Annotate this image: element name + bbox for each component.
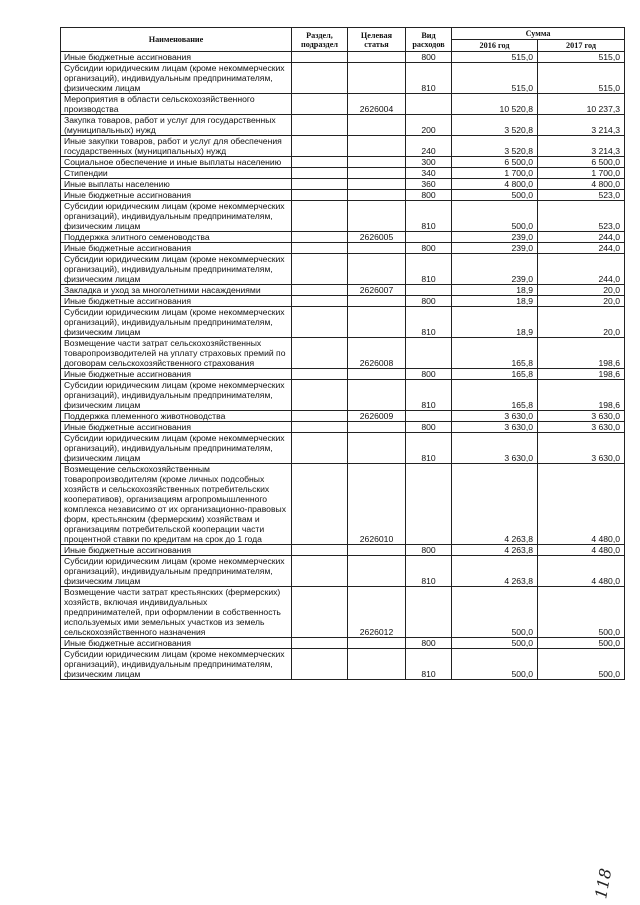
row-sum-2016: 165,8 [452, 369, 538, 380]
row-section [292, 136, 348, 157]
row-target [348, 63, 406, 94]
row-section [292, 369, 348, 380]
row-target [348, 369, 406, 380]
page-number: 118 [591, 866, 616, 901]
row-section [292, 556, 348, 587]
row-sum-2017: 6 500,0 [538, 157, 625, 168]
row-target [348, 422, 406, 433]
row-section [292, 52, 348, 63]
row-name: Иные бюджетные ассигнования [61, 545, 292, 556]
row-expense-type [406, 285, 452, 296]
row-expense-type: 800 [406, 190, 452, 201]
table-row [61, 464, 625, 545]
row-sum-2017: 20,0 [538, 307, 625, 338]
row-section [292, 649, 348, 680]
row-expense-type: 340 [406, 168, 452, 179]
row-name: Иные бюджетные ассигнования [61, 296, 292, 307]
row-target: 2626012 [348, 587, 406, 638]
header-target: Целевая статья [348, 28, 406, 52]
row-sum-2016: 4 800,0 [452, 179, 538, 190]
row-sum-2017: 515,0 [538, 63, 625, 94]
row-target [348, 243, 406, 254]
row-section [292, 338, 348, 369]
header-year-2016: 2016 год [452, 40, 538, 52]
table-row [61, 157, 625, 168]
row-sum-2016: 18,9 [452, 307, 538, 338]
table-row [61, 587, 625, 638]
row-sum-2016: 165,8 [452, 338, 538, 369]
row-section [292, 63, 348, 94]
table-row [61, 307, 625, 338]
row-target [348, 380, 406, 411]
row-expense-type [406, 232, 452, 243]
row-expense-type: 800 [406, 296, 452, 307]
row-sum-2016: 3 630,0 [452, 433, 538, 464]
header-year-2017: 2017 год [538, 40, 625, 52]
row-sum-2016: 3 520,8 [452, 136, 538, 157]
row-name: Иные бюджетные ассигнования [61, 638, 292, 649]
row-sum-2017: 244,0 [538, 254, 625, 285]
row-sum-2016: 3 520,8 [452, 115, 538, 136]
row-sum-2016: 6 500,0 [452, 157, 538, 168]
row-sum-2017: 523,0 [538, 201, 625, 232]
table-row [61, 168, 625, 179]
table-row [61, 52, 625, 63]
row-target: 2626010 [348, 464, 406, 545]
row-sum-2017: 500,0 [538, 649, 625, 680]
table-row [61, 638, 625, 649]
row-sum-2016: 500,0 [452, 587, 538, 638]
row-sum-2017: 244,0 [538, 232, 625, 243]
row-name: Поддержка элитного семеноводства [61, 232, 292, 243]
row-expense-type [406, 338, 452, 369]
row-sum-2016: 500,0 [452, 201, 538, 232]
row-sum-2016: 239,0 [452, 254, 538, 285]
row-expense-type: 800 [406, 422, 452, 433]
row-target [348, 168, 406, 179]
row-name: Иные бюджетные ассигнования [61, 369, 292, 380]
row-section [292, 638, 348, 649]
header-sum: Сумма [452, 28, 625, 40]
table-row [61, 115, 625, 136]
table-row [61, 380, 625, 411]
table-row [61, 556, 625, 587]
row-section [292, 94, 348, 115]
row-sum-2016: 4 263,8 [452, 556, 538, 587]
row-expense-type: 810 [406, 649, 452, 680]
row-expense-type: 360 [406, 179, 452, 190]
row-sum-2017: 4 480,0 [538, 556, 625, 587]
row-expense-type: 800 [406, 52, 452, 63]
row-name: Иные бюджетные ассигнования [61, 422, 292, 433]
row-name: Мероприятия в области сельскохозяйственного производства [61, 94, 292, 115]
row-sum-2016: 500,0 [452, 190, 538, 201]
row-sum-2017: 3 214,3 [538, 136, 625, 157]
row-target [348, 254, 406, 285]
row-section [292, 232, 348, 243]
row-sum-2017: 198,6 [538, 380, 625, 411]
row-section [292, 285, 348, 296]
row-expense-type: 810 [406, 201, 452, 232]
row-name: Поддержка племенного животноводства [61, 411, 292, 422]
row-target [348, 157, 406, 168]
row-target: 2626009 [348, 411, 406, 422]
row-section [292, 422, 348, 433]
table-row [61, 136, 625, 157]
row-expense-type: 810 [406, 307, 452, 338]
row-sum-2017: 198,6 [538, 338, 625, 369]
row-target: 2626005 [348, 232, 406, 243]
row-sum-2017: 3 630,0 [538, 433, 625, 464]
row-sum-2017: 3 630,0 [538, 422, 625, 433]
row-expense-type: 810 [406, 380, 452, 411]
row-sum-2016: 4 263,8 [452, 464, 538, 545]
row-section [292, 190, 348, 201]
row-name: Иные бюджетные ассигнования [61, 243, 292, 254]
header-expense-type: Вид расходов [406, 28, 452, 52]
row-name: Социальное обеспечение и иные выплаты населению [61, 157, 292, 168]
row-name: Субсидии юридическим лицам (кроме некоммерческих организаций), индивидуальным предпринимателям, физическим лицам [61, 307, 292, 338]
row-name: Иные бюджетные ассигнования [61, 190, 292, 201]
row-target [348, 201, 406, 232]
row-expense-type [406, 464, 452, 545]
row-sum-2016: 1 700,0 [452, 168, 538, 179]
row-target [348, 115, 406, 136]
table-row [61, 190, 625, 201]
row-sum-2017: 500,0 [538, 638, 625, 649]
row-target [348, 649, 406, 680]
row-section [292, 296, 348, 307]
row-expense-type: 800 [406, 369, 452, 380]
row-name: Закладка и уход за многолетними насаждениями [61, 285, 292, 296]
row-sum-2016: 10 520,8 [452, 94, 538, 115]
row-sum-2017: 4 800,0 [538, 179, 625, 190]
table-row [61, 63, 625, 94]
row-sum-2016: 515,0 [452, 52, 538, 63]
row-expense-type: 810 [406, 556, 452, 587]
row-section [292, 587, 348, 638]
row-sum-2017: 244,0 [538, 243, 625, 254]
row-sum-2017: 198,6 [538, 369, 625, 380]
row-sum-2016: 239,0 [452, 243, 538, 254]
row-name: Иные закупки товаров, работ и услуг для обеспечения государственных (муниципальных) нужд [61, 136, 292, 157]
row-sum-2016: 18,9 [452, 296, 538, 307]
row-sum-2016: 515,0 [452, 63, 538, 94]
row-section [292, 157, 348, 168]
row-sum-2017: 3 630,0 [538, 411, 625, 422]
row-name: Закупка товаров, работ и услуг для государственных (муниципальных) нужд [61, 115, 292, 136]
row-target: 2626004 [348, 94, 406, 115]
row-section [292, 115, 348, 136]
header-name: Наименование [61, 28, 292, 52]
row-expense-type [406, 411, 452, 422]
row-name: Иные выплаты населению [61, 179, 292, 190]
row-expense-type: 810 [406, 254, 452, 285]
table-row [61, 296, 625, 307]
row-sum-2017: 523,0 [538, 190, 625, 201]
row-sum-2017: 3 214,3 [538, 115, 625, 136]
row-name: Возмещение сельскохозяйственным товаропроизводителям (кроме личных подсобных хозяйств и сельскохозяйственных потребительских кооперативов), организациям агропромышленного комплекса независимо от их организационно-правовых форм, крестьянским (фермерским) хозяйствам и организациям потребительской кооперации части процентной ставки по кредитам на срок до 1 года [61, 464, 292, 545]
table-body [61, 52, 625, 680]
row-section [292, 201, 348, 232]
row-name: Возмещение части затрат крестьянских (фермерских) хозяйств, включая индивидуальных предпринимателей, при оформлении в собственность используемых ими земельных участков из земель сельскохозяйственного назначения [61, 587, 292, 638]
table-row [61, 94, 625, 115]
row-target [348, 296, 406, 307]
row-section [292, 254, 348, 285]
row-name: Иные бюджетные ассигнования [61, 52, 292, 63]
row-sum-2017: 20,0 [538, 296, 625, 307]
row-section [292, 307, 348, 338]
row-name: Возмещение части затрат сельскохозяйственных товаропроизводителей на уплату страховых премий по договорам сельскохозяйственного страхования [61, 338, 292, 369]
row-target [348, 190, 406, 201]
table-row [61, 285, 625, 296]
budget-table [60, 27, 625, 680]
row-expense-type: 300 [406, 157, 452, 168]
row-name: Субсидии юридическим лицам (кроме некоммерческих организаций), индивидуальным предпринимателям, физическим лицам [61, 380, 292, 411]
row-section [292, 168, 348, 179]
row-section [292, 411, 348, 422]
table-row [61, 411, 625, 422]
header-section: Раздел, подраздел [292, 28, 348, 52]
table-row [61, 369, 625, 380]
row-sum-2016: 239,0 [452, 232, 538, 243]
row-sum-2016: 500,0 [452, 649, 538, 680]
row-target [348, 556, 406, 587]
row-expense-type: 800 [406, 243, 452, 254]
row-target [348, 545, 406, 556]
row-sum-2016: 18,9 [452, 285, 538, 296]
row-sum-2017: 1 700,0 [538, 168, 625, 179]
table-row [61, 338, 625, 369]
row-sum-2017: 4 480,0 [538, 464, 625, 545]
row-sum-2016: 165,8 [452, 380, 538, 411]
row-sum-2016: 4 263,8 [452, 545, 538, 556]
row-target: 2626007 [348, 285, 406, 296]
table-row [61, 201, 625, 232]
row-section [292, 243, 348, 254]
row-expense-type: 810 [406, 433, 452, 464]
row-sum-2016: 3 630,0 [452, 411, 538, 422]
row-expense-type [406, 94, 452, 115]
row-expense-type: 810 [406, 63, 452, 94]
table-row [61, 254, 625, 285]
row-target [348, 136, 406, 157]
row-expense-type [406, 587, 452, 638]
row-target [348, 307, 406, 338]
row-section [292, 179, 348, 190]
row-expense-type: 800 [406, 545, 452, 556]
table-row [61, 433, 625, 464]
row-sum-2016: 3 630,0 [452, 422, 538, 433]
row-name: Субсидии юридическим лицам (кроме некоммерческих организаций), индивидуальным предпринимателям, физическим лицам [61, 63, 292, 94]
row-target [348, 52, 406, 63]
row-name: Субсидии юридическим лицам (кроме некоммерческих организаций), индивидуальным предпринимателям, физическим лицам [61, 201, 292, 232]
row-target: 2626008 [348, 338, 406, 369]
row-name: Субсидии юридическим лицам (кроме некоммерческих организаций), индивидуальным предпринимателям, физическим лицам [61, 649, 292, 680]
table-row [61, 232, 625, 243]
row-name: Субсидии юридическим лицам (кроме некоммерческих организаций), индивидуальным предпринимателям, физическим лицам [61, 556, 292, 587]
row-sum-2017: 4 480,0 [538, 545, 625, 556]
row-section [292, 433, 348, 464]
row-section [292, 545, 348, 556]
row-sum-2017: 10 237,3 [538, 94, 625, 115]
row-sum-2017: 20,0 [538, 285, 625, 296]
row-section [292, 380, 348, 411]
row-sum-2017: 500,0 [538, 587, 625, 638]
row-section [292, 464, 348, 545]
table-row [61, 545, 625, 556]
row-sum-2017: 515,0 [538, 52, 625, 63]
table-row [61, 179, 625, 190]
table-row [61, 649, 625, 680]
row-name: Стипендии [61, 168, 292, 179]
table-row [61, 422, 625, 433]
row-expense-type: 200 [406, 115, 452, 136]
row-target [348, 433, 406, 464]
row-sum-2016: 500,0 [452, 638, 538, 649]
row-expense-type: 240 [406, 136, 452, 157]
row-name: Субсидии юридическим лицам (кроме некоммерческих организаций), индивидуальным предпринимателям, физическим лицам [61, 433, 292, 464]
row-target [348, 638, 406, 649]
row-expense-type: 800 [406, 638, 452, 649]
row-name: Субсидии юридическим лицам (кроме некоммерческих организаций), индивидуальным предпринимателям, физическим лицам [61, 254, 292, 285]
table-row [61, 243, 625, 254]
row-target [348, 179, 406, 190]
